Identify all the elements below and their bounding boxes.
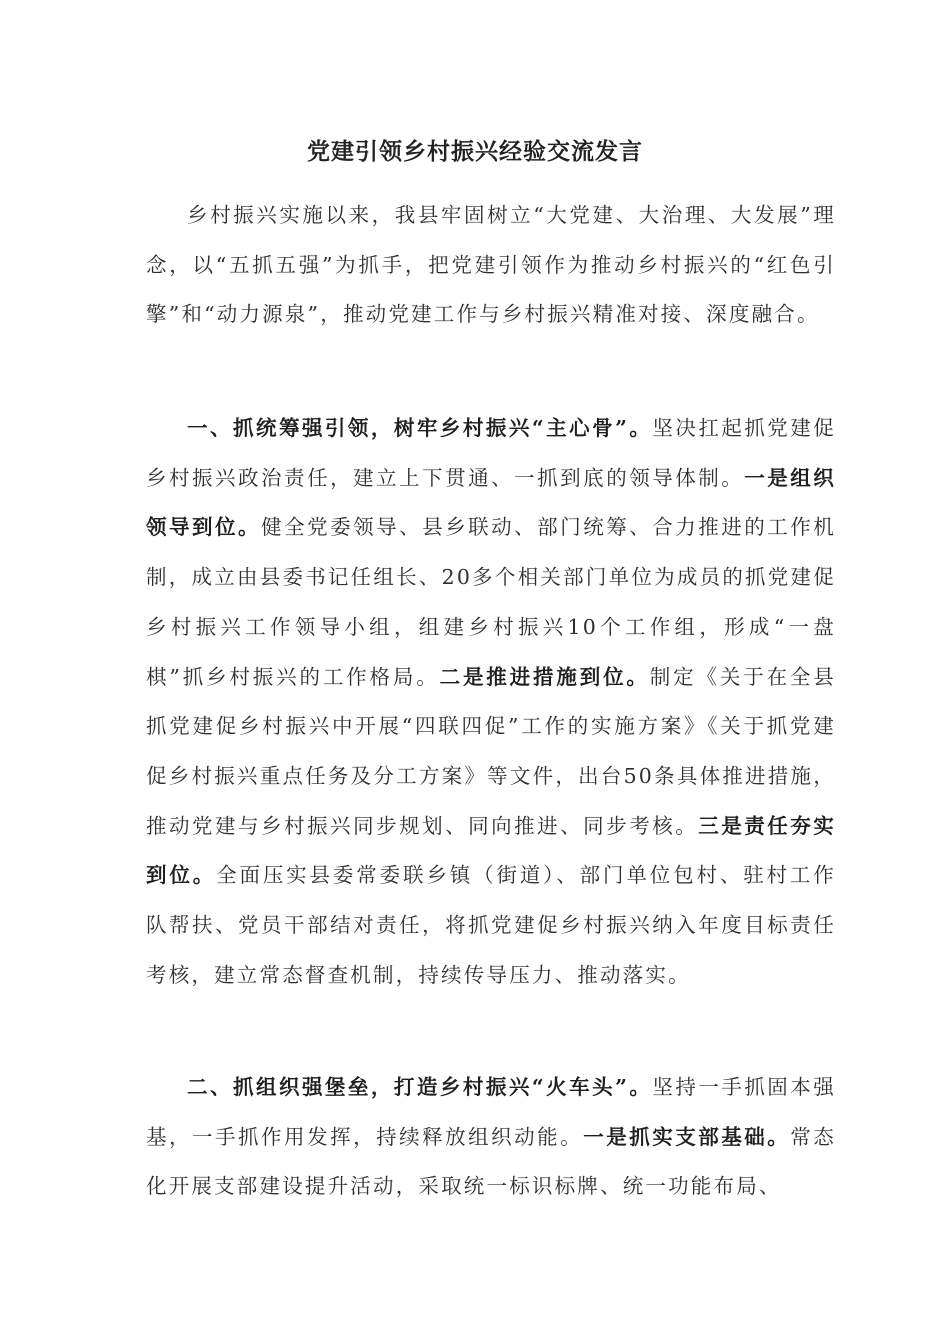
section-2-lead-1: 一是抓实支部基础。 [583,1124,791,1149]
section-2-paragraph [146,1063,836,1212]
section-1-heading: 一、抓统筹强引领，树牢乡村振兴“主心骨”。 [187,416,653,440]
section-2-text-2: 常态化开展支部建设提升活动，采取统一标识标牌、统一功能布局、 [146,1124,836,1199]
intro-paragraph [146,191,836,340]
section-1-text-4: 全面压实县委常委联乡镇（街道）、部门单位包村、驻村工作队帮扶、党员干部结对责任，将抓党建促乡村振兴纳入年度目标责任考核，建立常态督查机制，持续传导压力、推动落实。 [146,863,836,987]
section-2-heading: 二、抓组织强堡垒，打造乡村振兴“火车头”。 [187,1075,653,1099]
section-1-text-1: 坚决扛起抓党建促乡村振兴政治责任，建立上下贯通、一抓到底的领导体制。 [146,416,836,490]
intro-text: 乡村振兴实施以来，我县牢固树立“大党建、大治理、大发展”理念，以“五抓五强”为抓手，把党建引领作为推动乡村振兴的“红色引擎”和“动力源泉”，推动党建工作与乡村振兴精准对接、深度融合。 [146,203,836,327]
document-title: 党建引领乡村振兴经验交流发言 [307,138,643,165]
section-2-text-1: 坚持一手抓固本强基，一手抓作用发挥，持续释放组织动能。 [146,1075,836,1149]
section-1-lead-2: 二是推进措施到位。 [439,664,650,689]
section-1-paragraph [146,404,836,1000]
section-1-text-2: 健全党委领导、县乡联动、部门统筹、合力推进的工作机制，成立由县委书记任组长、20多个相关部门单位为成员的抓党建促乡村振兴工作领导小组，组建乡村振兴10个工作组，形成“一盘棋”抓乡村振兴的工作格局。 [146,515,837,689]
section-1-lead-3: 三是责任夯实到位。 [146,813,836,888]
section-1-lead-1: 一是组织领导到位。 [146,465,836,540]
section-1-text-3: 制定《关于在全县抓党建促乡村振兴中开展“四联四促”工作的实施方案》《关于抓党建促乡村振兴重点任务及分工方案》等文件，出台50条具体推进措施，推动党建与乡村振兴同步规划、同向推进、同步考核。 [146,664,836,838]
